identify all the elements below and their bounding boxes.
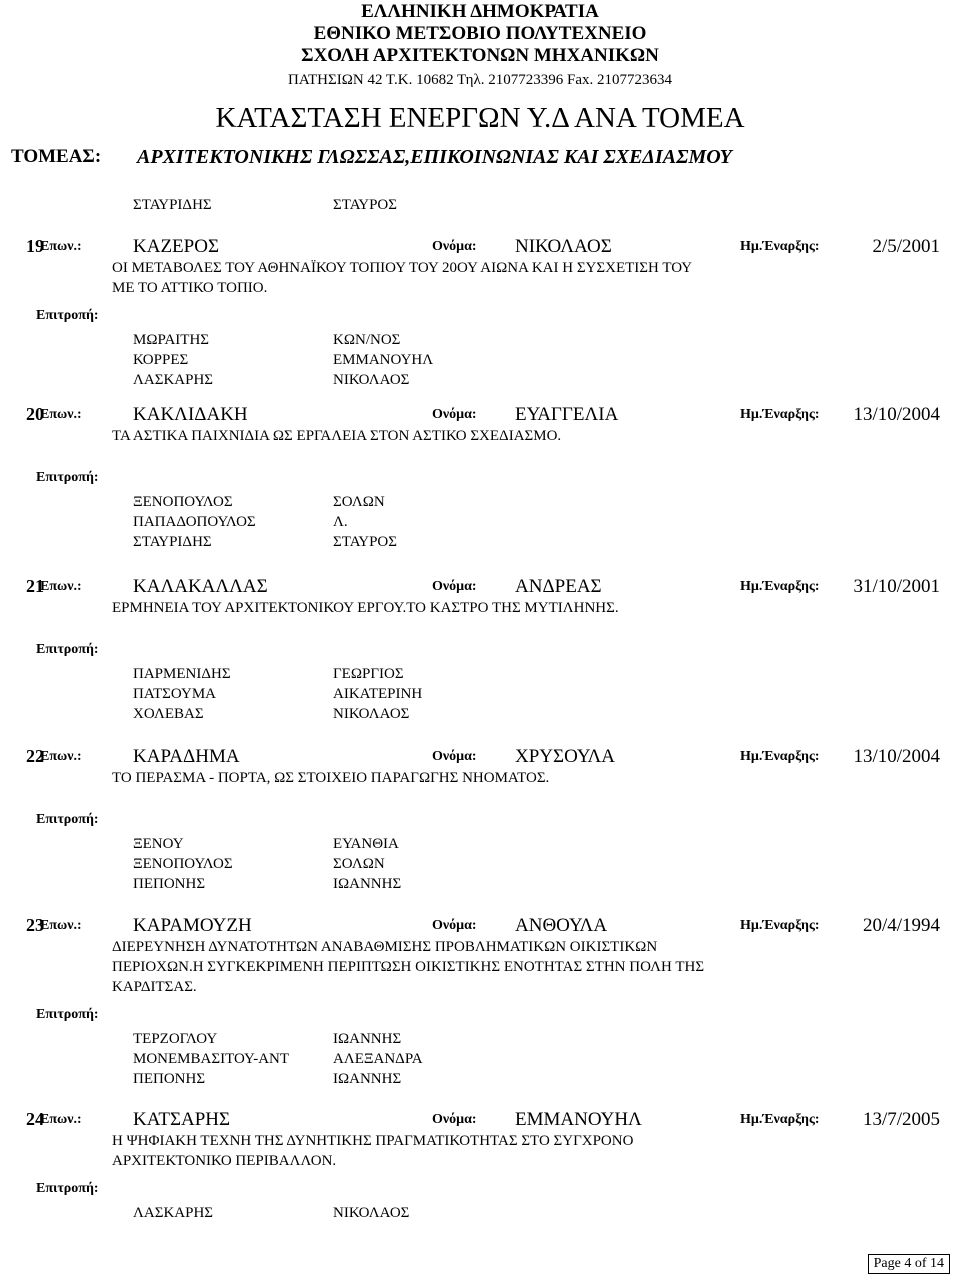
surname-label: Επων.: bbox=[40, 1112, 82, 1127]
entry-title-line: Η ΨΗΦΙΑΚΗ ΤΕΧΝΗ ΤΗΣ ΔΥΝΗΤΙΚΗΣ ΠΡΑΓΜΑΤΙΚΟΤΗΤΑΣ ΣΤΟ ΣΥΓΧΡΟΝΟ bbox=[112, 1133, 634, 1149]
committee-member-firstname: ΙΩΑΝΝΗΣ bbox=[333, 1031, 402, 1047]
entry-title-line: ΔΙΕΡΕΥΝΗΣΗ ΔΥΝΑΤΟΤΗΤΩΝ ΑΝΑΒΑΘΜΙΣΗΣ ΠΡΟΒΛΗΜΑΤΙΚΩΝ ΟΙΚΙΣΤΙΚΩΝ bbox=[112, 939, 658, 955]
entry-start-date: 20/4/1994 bbox=[862, 915, 940, 936]
entry-title-line: ΤΟ ΠΕΡΑΣΜΑ - ΠΟΡΤΑ, ΩΣ ΣΤΟΙΧΕΙΟ ΠΑΡΑΓΩΓΗΣ ΝΗΟΜΑΤΟΣ. bbox=[112, 770, 550, 786]
carryover-committee-surname: ΣΤΑΥΡΙΔΗΣ bbox=[133, 197, 212, 213]
committee-member-surname: ΠΑΡΜΕΝΙΔΗΣ bbox=[133, 666, 231, 682]
entry-title-line: ΠΕΡΙΟΧΩΝ.Η ΣΥΓΚΕΚΡΙΜΕΝΗ ΠΕΡΙΠΤΩΣΗ ΟΙΚΙΣΤΙΚΗΣ ΕΝΟΤΗΤΑΣ ΣΤΗΝ ΠΟΛΗ ΤΗΣ bbox=[112, 959, 705, 975]
committee-label: Επιτροπή: bbox=[36, 1181, 99, 1196]
start-date-label: Ημ.Έναρξης: bbox=[740, 407, 820, 422]
entry-title-line: ΑΡΧΙΤΕΚΤΟΝΙΚΟ ΠΕΡΙΒΑΛΛΟΝ. bbox=[112, 1153, 337, 1169]
entry-start-date: 31/10/2001 bbox=[853, 576, 940, 597]
entry-title-line: ΟΙ ΜΕΤΑΒΟΛΕΣ ΤΟΥ ΑΘΗΝΑΪΚΟΥ ΤΟΠΙΟΥ ΤΟΥ 20ΟΥ ΑΙΩΝΑ ΚΑΙ Η ΣΥΣΧΕΤΙΣΗ ΤΟΥ bbox=[112, 260, 693, 276]
entry-firstname: ΕΥΑΓΓΕΛΙΑ bbox=[515, 404, 619, 425]
committee-label: Επιτροπή: bbox=[36, 470, 99, 485]
entry-number: 19 bbox=[26, 236, 44, 256]
entry-firstname: ΑΝΘΟΥΛΑ bbox=[515, 915, 608, 936]
firstname-label: Ονόμα: bbox=[432, 579, 477, 594]
committee-member-surname: ΣΤΑΥΡΙΔΗΣ bbox=[133, 534, 212, 550]
header-line-university: ΕΘΝΙΚΟ ΜΕΤΣΟΒΙΟ ΠΟΛΥΤΕΧΝΕΙΟ bbox=[313, 23, 647, 44]
committee-member-surname: ΛΑΣΚΑΡΗΣ bbox=[133, 372, 214, 388]
entry-firstname: ΑΝΔΡΕΑΣ bbox=[515, 576, 602, 597]
committee-member-firstname: ΝΙΚΟΛΑΟΣ bbox=[333, 1205, 410, 1221]
committee-label: Επιτροπή: bbox=[36, 308, 99, 323]
start-date-label: Ημ.Έναρξης: bbox=[740, 579, 820, 594]
entry-surname: ΚΑΖΕΡΟΣ bbox=[133, 236, 220, 257]
entry-number: 23 bbox=[26, 915, 44, 935]
page-number: Page 4 of 14 bbox=[868, 1254, 950, 1274]
committee-member-surname: ΠΑΤΣΟΥΜΑ bbox=[133, 686, 216, 702]
entry-surname: ΚΑΛΑΚΑΛΛΑΣ bbox=[133, 576, 268, 597]
surname-label: Επων.: bbox=[40, 918, 82, 933]
firstname-label: Ονόμα: bbox=[432, 239, 477, 254]
committee-member-surname: ΜΩΡΑΙΤΗΣ bbox=[133, 332, 210, 348]
entry-number: 22 bbox=[26, 746, 44, 766]
committee-member-surname: ΧΟΛΕΒΑΣ bbox=[133, 706, 204, 722]
firstname-label: Ονόμα: bbox=[432, 407, 477, 422]
committee-member-surname: ΠΕΠΟΝΗΣ bbox=[133, 1071, 206, 1087]
entry-firstname: ΕΜΜΑΝΟΥΗΛ bbox=[515, 1109, 642, 1130]
committee-member-firstname: ΑΛΕΞΑΝΔΡΑ bbox=[333, 1051, 423, 1067]
committee-member-firstname: ΝΙΚΟΛΑΟΣ bbox=[333, 706, 410, 722]
start-date-label: Ημ.Έναρξης: bbox=[740, 918, 820, 933]
header-line-republic: ΕΛΛΗΝΙΚΗ ΔΗΜΟΚΡΑΤΙΑ bbox=[361, 1, 599, 22]
entry-title-line: ΜΕ ΤΟ ΑΤΤΙΚΟ ΤΟΠΙΟ. bbox=[112, 280, 268, 296]
entry-surname: ΚΑΚΛΙΔΑΚΗ bbox=[133, 404, 248, 425]
entry-firstname: ΝΙΚΟΛΑΟΣ bbox=[515, 236, 612, 257]
entry-firstname: ΧΡΥΣΟΥΛΑ bbox=[515, 746, 615, 767]
firstname-label: Ονόμα: bbox=[432, 918, 477, 933]
committee-member-surname: ΠΕΠΟΝΗΣ bbox=[133, 876, 206, 892]
committee-member-firstname: ΝΙΚΟΛΑΟΣ bbox=[333, 372, 410, 388]
entry-number: 20 bbox=[26, 404, 44, 424]
start-date-label: Ημ.Έναρξης: bbox=[740, 1112, 820, 1127]
committee-member-surname: ΞΕΝΟΠΟΥΛΟΣ bbox=[133, 856, 233, 872]
entry-start-date: 13/10/2004 bbox=[853, 404, 940, 425]
firstname-label: Ονόμα: bbox=[432, 749, 477, 764]
entry-start-date: 13/7/2005 bbox=[862, 1109, 940, 1130]
committee-member-firstname: ΕΥΑΝΘΙΑ bbox=[333, 836, 399, 852]
committee-member-firstname: Λ. bbox=[333, 514, 348, 530]
surname-label: Επων.: bbox=[40, 579, 82, 594]
committee-member-firstname: ΑΙΚΑΤΕΡΙΝΗ bbox=[333, 686, 423, 702]
committee-member-firstname: ΣΟΛΩΝ bbox=[333, 494, 385, 510]
sector-name: ΑΡΧΙΤΕΚΤΟΝΙΚΗΣ ΓΛΩΣΣΑΣ,ΕΠΙΚΟΙΝΩΝΙΑΣ ΚΑΙ ΣΧΕΔΙΑΣΜΟΥ bbox=[137, 146, 732, 168]
entry-start-date: 13/10/2004 bbox=[853, 746, 940, 767]
committee-member-surname: ΤΕΡΖΟΓΛΟΥ bbox=[133, 1031, 218, 1047]
entry-title-line: ΚΑΡΔΙΤΣΑΣ. bbox=[112, 979, 197, 995]
committee-member-firstname: ΣΤΑΥΡΟΣ bbox=[333, 534, 397, 550]
entry-title-line: ΕΡΜΗΝΕΙΑ ΤΟΥ ΑΡΧΙΤΕΚΤΟΝΙΚΟΥ ΕΡΓΟΥ.ΤΟ ΚΑΣΤΡΟ ΤΗΣ ΜΥΤΙΛΗΝΗΣ. bbox=[112, 600, 619, 616]
committee-member-surname: ΚΟΡΡΕΣ bbox=[133, 352, 189, 368]
committee-label: Επιτροπή: bbox=[36, 642, 99, 657]
committee-label: Επιτροπή: bbox=[36, 812, 99, 827]
committee-member-firstname: ΙΩΑΝΝΗΣ bbox=[333, 1071, 402, 1087]
entry-surname: ΚΑΤΣΑΡΗΣ bbox=[133, 1109, 231, 1130]
committee-member-surname: ΛΑΣΚΑΡΗΣ bbox=[133, 1205, 214, 1221]
firstname-label: Ονόμα: bbox=[432, 1112, 477, 1127]
committee-member-surname: ΞΕΝΟΠΟΥΛΟΣ bbox=[133, 494, 233, 510]
committee-member-firstname: ΙΩΑΝΝΗΣ bbox=[333, 876, 402, 892]
entry-number: 24 bbox=[26, 1109, 44, 1129]
committee-member-firstname: ΣΟΛΩΝ bbox=[333, 856, 385, 872]
entry-surname: ΚΑΡΑΜΟΥΖΗ bbox=[133, 915, 252, 936]
committee-member-firstname: ΕΜΜΑΝΟΥΗΛ bbox=[333, 352, 434, 368]
committee-member-surname: ΠΑΠΑΔΟΠΟΥΛΟΣ bbox=[133, 514, 256, 530]
committee-member-surname: ΜΟΝΕΜΒΑΣΙΤΟΥ-ΑΝΤ bbox=[133, 1051, 290, 1067]
surname-label: Επων.: bbox=[40, 239, 82, 254]
committee-label: Επιτροπή: bbox=[36, 1007, 99, 1022]
entry-surname: ΚΑΡΑΔΗΜΑ bbox=[133, 746, 240, 767]
entry-title-line: ΤΑ ΑΣΤΙΚΑ ΠΑΙΧΝΙΔΙΑ ΩΣ ΕΡΓΑΛΕΙΑ ΣΤΟΝ ΑΣΤΙΚΟ ΣΧΕΔΙΑΣΜΟ. bbox=[112, 428, 562, 444]
start-date-label: Ημ.Έναρξης: bbox=[740, 749, 820, 764]
entry-start-date: 2/5/2001 bbox=[872, 236, 940, 257]
header-line-address: ΠΑΤΗΣΙΩΝ 42 Τ.Κ. 10682 Τηλ. 2107723396 Fax. 2107723634 bbox=[287, 72, 673, 88]
header-line-school: ΣΧΟΛΗ ΑΡΧΙΤΕΚΤΟΝΩΝ ΜΗΧΑΝΙΚΩΝ bbox=[301, 45, 659, 66]
surname-label: Επων.: bbox=[40, 407, 82, 422]
surname-label: Επων.: bbox=[40, 749, 82, 764]
committee-member-firstname: ΓΕΩΡΓΙΟΣ bbox=[333, 666, 404, 682]
entry-number: 21 bbox=[26, 576, 44, 596]
committee-member-firstname: ΚΩΝ/ΝΟΣ bbox=[333, 332, 401, 348]
committee-member-surname: ΞΕΝΟΥ bbox=[133, 836, 184, 852]
sector-label: ΤΟΜΕΑΣ: bbox=[11, 146, 102, 167]
carryover-committee-firstname: ΣΤΑΥΡΟΣ bbox=[333, 197, 397, 213]
start-date-label: Ημ.Έναρξης: bbox=[740, 239, 820, 254]
page-title: ΚΑΤΑΣΤΑΣΗ ΕΝΕΡΓΩΝ Υ.Δ ΑΝΑ ΤΟΜΕΑ bbox=[215, 102, 745, 134]
